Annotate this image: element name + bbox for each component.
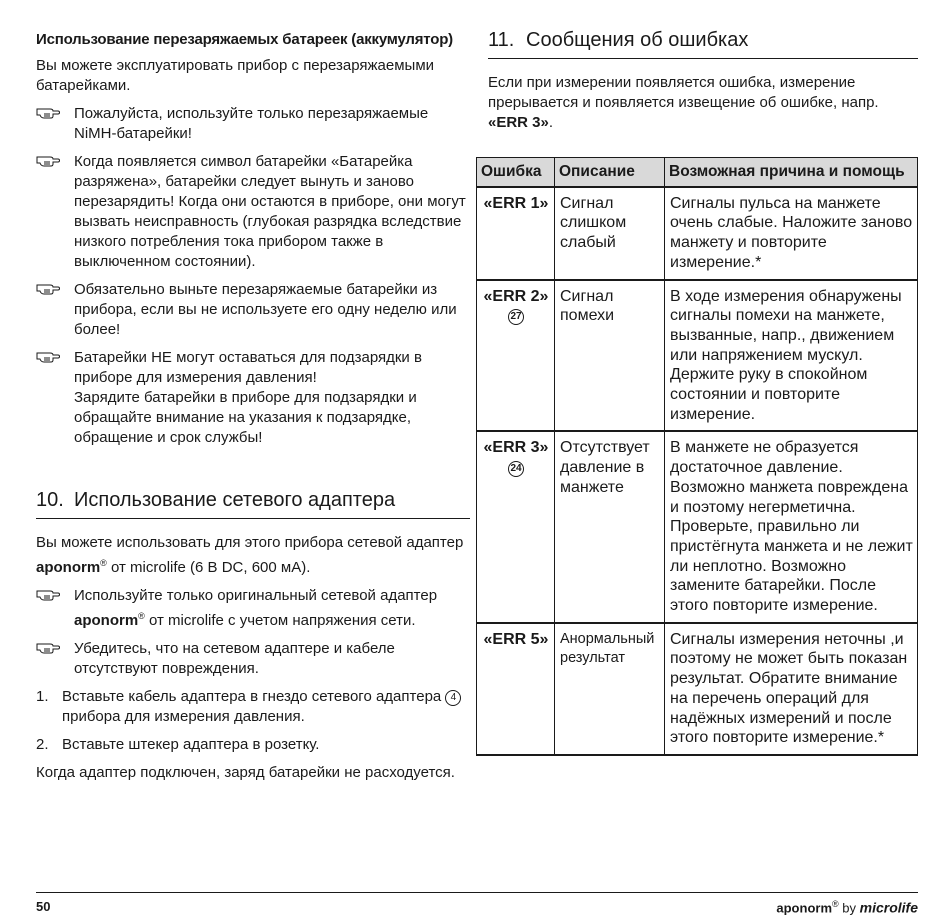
error-code: «ERR 1» <box>483 194 549 212</box>
footer-by: by <box>842 900 857 916</box>
microlife-logo: microlife <box>859 899 918 916</box>
battery-bullet-2 <box>36 152 470 272</box>
table-row <box>477 187 918 280</box>
adapter-intro <box>36 533 470 578</box>
errors-intro-code: «ERR 3» <box>488 114 549 131</box>
section-11-number: 11. <box>488 29 515 51</box>
pointing-hand-icon <box>36 105 60 119</box>
battery-intro: Вы можете эксплуатировать прибор с перезаряжаемыми батарейками. <box>36 57 435 94</box>
pointing-hand-icon <box>36 640 60 654</box>
footer-registered-mark: ® <box>832 899 839 909</box>
section-11-title-text: Сообщения об ошибках <box>526 29 749 51</box>
step-1-text-end: прибора для измерения давления. <box>62 708 305 725</box>
error-code: «ERR 2» <box>483 287 549 305</box>
error-description: Сигнал слишком слабый <box>555 187 665 280</box>
step-1-text: Вставьте кабель адаптера в гнездо сетевого адаптера <box>62 688 442 705</box>
error-help: Сигналы измерения неточны ,и поэтому не может быть показан результат. Обратите внимание на перечень операций для надёжных измерений и после этого повторите измерение.* <box>665 623 918 755</box>
column-header-help: Возможная причина и помощь <box>665 158 918 187</box>
errors-intro <box>488 73 918 133</box>
error-help: Сигналы пульса на манжете очень слабые. Наложите заново манжету и повторите измерение.* <box>665 187 918 280</box>
adapter-intro-text-end: от microlife (6 В DC, 600 мА). <box>110 559 311 576</box>
battery-heading: Использование перезаряжаемых батареек (аккумулятор) <box>36 31 453 48</box>
section-11-title <box>488 28 918 59</box>
step-2-text: Вставьте штекер адаптера в розетку. <box>62 736 320 753</box>
errors-intro-text: Если при измерении появляется ошибка, измерение прерывается и появляется извещение об ошибке, напр. <box>488 74 879 111</box>
battery-bullet-1 <box>36 104 470 144</box>
step-2-number: 2. <box>36 736 49 753</box>
adapter-bullet-1-text-end: от microlife с учетом напряжения сети. <box>148 612 416 629</box>
adapter-bullet-1-text: Используйте только оригинальный сетевой адаптер <box>74 587 438 604</box>
pointing-hand-icon <box>36 587 60 601</box>
error-description: Сигнал помехи <box>555 280 665 432</box>
battery-bullet-4 <box>36 348 470 448</box>
table-row <box>477 280 918 432</box>
error-code-cell <box>477 187 555 280</box>
brand-aponorm: aponorm <box>36 559 101 576</box>
error-description: Анормальный результат <box>555 623 665 755</box>
left-column <box>36 28 470 791</box>
error-code: «ERR 3» <box>483 439 549 457</box>
callout-ref: 4 <box>445 690 461 706</box>
battery-bullet-3 <box>36 280 470 340</box>
error-code: «ERR 5» <box>483 630 549 648</box>
error-help: В ходе измерения обнаружены сигналы помехи на манжете, вызванные, напр., движением или напряжением мускул. Держите руку в спокойном состоянии и повторите измерение. <box>665 280 918 432</box>
callout-ref: 27 <box>508 309 524 325</box>
adapter-intro-text: Вы можете использовать для этого прибора сетевой адаптер <box>36 534 464 551</box>
adapter-bullet-1 <box>36 586 470 631</box>
pointing-hand-icon <box>36 281 60 295</box>
error-code-cell <box>477 280 555 432</box>
footer-divider <box>36 892 918 893</box>
battery-bullet-3-text: Обязательно выньте перезаряжаемые батарейки из прибора, если вы не используете его одну неделю или более! <box>74 281 457 338</box>
callout-ref: 24 <box>508 461 524 477</box>
pointing-hand-icon <box>36 153 60 167</box>
error-table <box>476 157 918 756</box>
right-column <box>488 28 918 141</box>
section-10-number: 10. <box>36 489 64 511</box>
column-header-description: Описание <box>555 158 665 187</box>
footer-brand-name: aponorm <box>776 900 833 916</box>
battery-bullet-2-text: Когда появляется символ батарейки «Батарейка разряжена», батарейки следует вынуть и заново перезарядить! Когда они остаются в приборе, они могут вызвать неисправность (глубокая разрядка вследствие низкого потребления тока прибором также в выключенном состоянии). <box>74 153 466 270</box>
column-header-error: Ошибка <box>477 158 555 187</box>
section-10-title-text: Использование сетевого адаптера <box>74 489 396 511</box>
adapter-step-2 <box>36 735 470 755</box>
battery-bullet-4-continued: Зарядите батарейки в приборе для подзарядки и обращайте внимание на указания к подзарядке, обращение и срок службы! <box>74 389 417 446</box>
registered-mark: ® <box>100 558 107 568</box>
registered-mark: ® <box>138 611 145 621</box>
adapter-closing: Когда адаптер подключен, заряд батарейки не расходуется. <box>36 764 455 781</box>
errors-intro-end: . <box>548 114 554 131</box>
pointing-hand-icon <box>36 349 60 363</box>
section-10-title <box>36 488 470 519</box>
battery-bullet-1-text: Пожалуйста, используйте только перезаряжаемые NiMH-батарейки! <box>74 105 429 142</box>
error-code-cell <box>477 623 555 755</box>
adapter-bullet-2-text: Убедитесь, что на сетевом адаптере и кабеле отсутствуют повреждения. <box>74 640 395 677</box>
error-help: В манжете не образуется достаточное давление. Возможно манжета повреждена и поэтому негерметична. Проверьте, правильно ли пристёгнута манжета и не лежит ли неплотно. Возможно замените батарейки. После этого повторите измерение. <box>665 431 918 622</box>
error-description: Отсутствует давление в манжете <box>555 431 665 622</box>
footer-brand <box>776 899 918 915</box>
brand-aponorm: aponorm <box>74 612 139 629</box>
page-number: 50 <box>36 899 51 914</box>
table-header-row <box>477 158 918 187</box>
adapter-step-1 <box>36 687 470 727</box>
adapter-bullet-2 <box>36 639 470 679</box>
step-1-number: 1. <box>36 688 49 705</box>
error-code-cell <box>477 431 555 622</box>
battery-bullet-4-text: Батарейки НЕ могут оставаться для подзарядки в приборе для измерения давления! <box>74 349 422 386</box>
table-row <box>477 623 918 755</box>
table-row <box>477 431 918 622</box>
